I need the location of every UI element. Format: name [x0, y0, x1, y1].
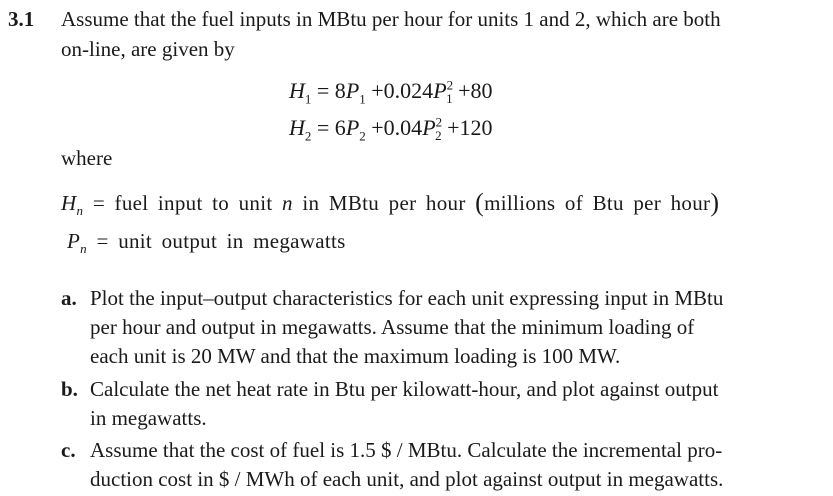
intro-line-1: Assume that the fuel inputs in MBtu per hour for units 1 and 2, which are both	[61, 7, 721, 31]
definition-hn: $H_n$ = fuel input to unit n in MBtu per hour (millions of Btu per hour)	[61, 188, 720, 219]
part-a-line-3: each unit is 20 MW and that the maximum loading is 100 MW.	[90, 344, 621, 368]
problem-number: 3.1	[8, 7, 35, 31]
equation-h2: $H_2 = 6P_2 +0.04P^2_2 +120$	[289, 114, 493, 144]
part-a-line-2: per hour and output in megawatts. Assume that the minimum loading of	[90, 315, 695, 339]
part-b-label: b.	[61, 377, 78, 401]
part-b-line-2: in megawatts.	[90, 406, 207, 430]
part-c-line-1: Assume that the cost of fuel is 1.5 $ / MBtu. Calculate the incremental pro-	[90, 438, 723, 462]
where-label: where	[61, 146, 113, 170]
part-c-label: c.	[61, 438, 76, 462]
part-a-line-1: Plot the input–output characteristics for each unit expressing input in MBtu	[90, 286, 724, 310]
part-a-label: a.	[61, 286, 77, 310]
equation-h1: $H_1 = 8P_1 +0.024P^2_1 +80$	[289, 77, 493, 107]
intro-line-2: on-line, are given by	[61, 37, 235, 61]
part-c-line-2: duction cost in $ / MWh of each unit, and plot against output in megawatts.	[90, 467, 724, 491]
definition-pn: $P_n$ = unit output in megawatts	[67, 229, 346, 257]
part-b-line-1: Calculate the net heat rate in Btu per kilowatt-hour, and plot against output	[90, 377, 719, 401]
